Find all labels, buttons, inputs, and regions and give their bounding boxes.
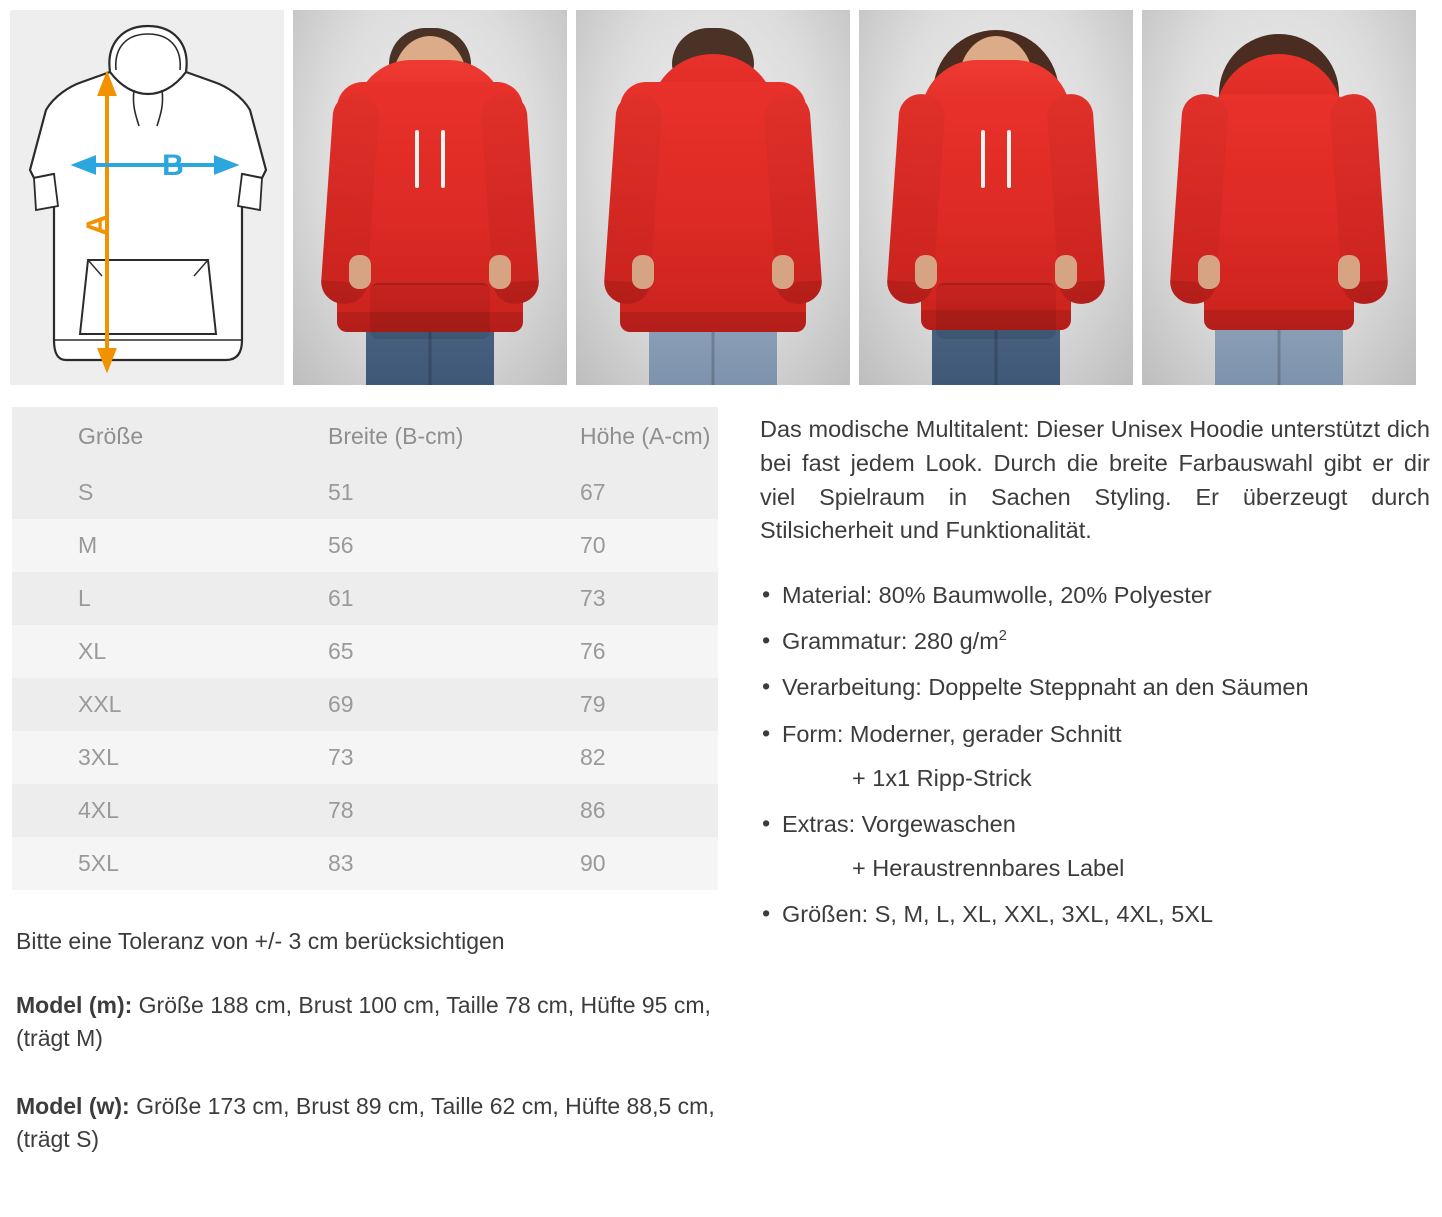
model-male-front-image xyxy=(293,10,567,385)
table-row xyxy=(12,784,718,837)
table-header-row xyxy=(12,407,718,466)
size-table xyxy=(12,407,718,890)
cell-width: 51 xyxy=(262,466,514,519)
table-row xyxy=(12,625,718,678)
feature-subtext: + 1x1 Ripp-Strick xyxy=(852,764,1032,791)
cell-width: 78 xyxy=(262,784,514,837)
cell-size: 5XL xyxy=(12,837,262,890)
model-female-text: Größe 173 cm, Brust 89 cm, Taille 62 cm, Hüfte 88,5 cm, (trägt S) xyxy=(16,1092,715,1153)
feature-list xyxy=(760,578,1430,931)
cell-width: 65 xyxy=(262,625,514,678)
cell-width: 61 xyxy=(262,572,514,625)
cell-height: 79 xyxy=(514,678,718,731)
cell-size: 3XL xyxy=(12,731,262,784)
table-row xyxy=(12,678,718,731)
list-item xyxy=(760,807,1430,885)
table-row xyxy=(12,466,718,519)
feature-text: Extras: Vorgewaschen xyxy=(782,810,1016,837)
product-description-column xyxy=(760,407,1430,1156)
feature-text: Verarbeitung: Doppelte Steppnaht an den Säumen xyxy=(782,674,1309,701)
model-male-label: Model (m): xyxy=(16,992,133,1018)
cell-width: 73 xyxy=(262,731,514,784)
cell-height: 86 xyxy=(514,784,718,837)
cell-height: 70 xyxy=(514,519,718,572)
product-image-gallery xyxy=(0,0,1442,385)
cell-width: 69 xyxy=(262,678,514,731)
model-female-label: Model (w): xyxy=(16,1092,130,1119)
model-female-note xyxy=(16,1090,724,1157)
table-header-width: Breite (B-cm) xyxy=(262,407,514,466)
feature-superscript: 2 xyxy=(998,628,1007,645)
feature-text: Grammatur: 280 g/m xyxy=(782,628,999,655)
feature-text: Größen: S, M, L, XL, XXL, 3XL, 4XL, 5XL xyxy=(782,900,1214,927)
cell-width: 83 xyxy=(262,837,514,890)
cell-height: 90 xyxy=(514,837,718,890)
cell-size: 4XL xyxy=(12,784,262,837)
table-row xyxy=(12,837,718,890)
cell-height: 76 xyxy=(514,625,718,678)
table-header-size: Größe xyxy=(12,407,262,466)
size-chart-column xyxy=(12,407,724,1156)
model-male-text: Größe 188 cm, Brust 100 cm, Taille 78 cm, Hüfte 95 cm, (trägt M) xyxy=(16,992,711,1052)
cell-height: 73 xyxy=(514,572,718,625)
model-male-back-image xyxy=(576,10,850,385)
cell-size: M xyxy=(12,519,262,572)
table-header-height: Höhe (A-cm) xyxy=(514,407,718,466)
technical-drawing-image xyxy=(10,10,284,385)
cell-size: XL xyxy=(12,625,262,678)
table-row xyxy=(12,731,718,784)
cell-width: 56 xyxy=(262,519,514,572)
list-item xyxy=(760,897,1430,931)
feature-subtext: + Heraustrennbares Label xyxy=(852,854,1125,881)
model-female-front-image xyxy=(859,10,1133,385)
table-row xyxy=(12,519,718,572)
cell-size: L xyxy=(12,572,262,625)
list-item xyxy=(760,624,1430,658)
feature-text: Material: 80% Baumwolle, 20% Polyester xyxy=(782,582,1212,609)
cell-height: 82 xyxy=(514,731,718,784)
tolerance-note: Bitte eine Toleranz von +/- 3 cm berücksichtigen xyxy=(16,928,505,954)
model-female-back-image xyxy=(1142,10,1416,385)
list-item xyxy=(760,717,1430,795)
cell-height: 67 xyxy=(514,466,718,519)
product-description: Das modische Multitalent: Dieser Unisex Hoodie unterstützt dich bei fast jedem Look. Durch die breite Farbauswahl gibt er dir viel Spielraum in Sachen Styling. Er überzeugt durch Stilsicherheit und Funktionalität. xyxy=(760,416,1430,544)
cell-size: S xyxy=(12,466,262,519)
list-item xyxy=(760,670,1430,704)
list-item xyxy=(760,578,1430,612)
measure-b-label: B xyxy=(162,149,184,182)
model-male-note xyxy=(16,989,724,1056)
measure-a-label: A xyxy=(81,214,114,236)
feature-text: Form: Moderner, gerader Schnitt xyxy=(782,720,1122,747)
cell-size: XXL xyxy=(12,678,262,731)
table-row xyxy=(12,572,718,625)
